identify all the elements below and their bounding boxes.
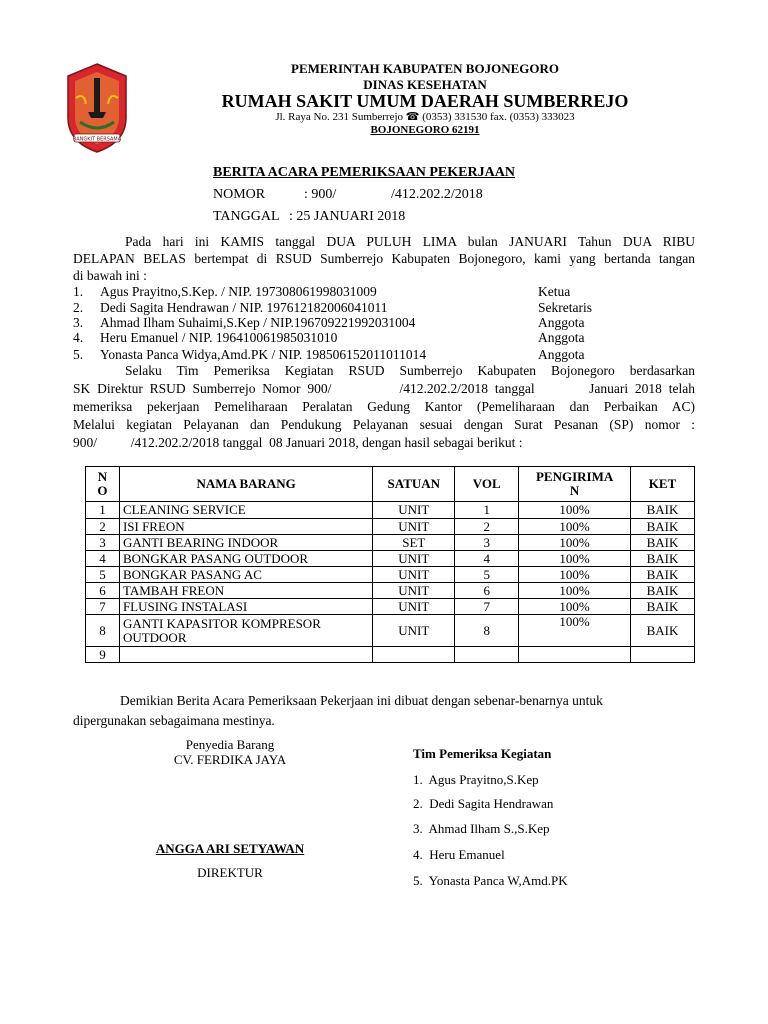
table-row: 5 BONGKAR PASANG AC UNIT 5 100% BAIK [86,567,695,583]
closing-paragraph [73,691,695,731]
header-government: PEMERINTAH KABUPATEN BOJONEGORO [291,61,559,76]
team-title: Tim Pemeriksa Kegiatan [413,746,552,761]
header-hospital-name: RUMAH SAKIT UMUM DAERAH SUMBERREJO [221,91,629,111]
items-table [85,466,695,663]
intro-line-2: DELAPAN BELAS bertempat di RSUD Sumberrejo Kabupaten Bojonegoro, kami yang bertanda tangan [73,251,695,266]
nomor-value: : 900/ [304,187,337,202]
header-unit: SATUAN [373,467,455,502]
provider-label: Penyedia Barang [185,737,275,752]
nomor-label: NOMOR [213,187,266,202]
table-row: 1 CLEANING SERVICE UNIT 1 100% BAIK [86,502,695,519]
team-member: 4. Heru Emanuel [413,847,505,862]
tanggal-value: : 25 JANUARI 2018 [289,209,406,224]
table-row: 9 [86,647,695,663]
team-member: 2. Dedi Sagita Hendrawan [413,796,554,811]
document-title: BERITA ACARA PEMERIKSAAN PEKERJAAN [213,165,515,180]
statement-line-2: SK Direktur RSUD Sumberrejo Nomor 900/ /412.202.2/2018 tanggal Januari 2018 telah [73,381,695,396]
provider-signer-name: ANGGA ARI SETYAWAN [155,841,305,856]
header-note: KET [631,467,695,502]
table-row: 7 FLUSING INSTALASI UNIT 7 100% BAIK [86,599,695,615]
statement-line-1: Selaku Tim Pemeriksa Kegiatan RSUD Sumberrejo Kabupaten Bojonegoro berdasarkan [125,363,695,378]
header-volume: VOL [455,467,519,502]
header-city: BOJONEGORO 62191 [370,124,480,136]
header-address [200,110,650,123]
logo-text: BANGKIT BERSAMA [72,136,122,143]
provider-company: CV. FERDIKA JAYA [173,752,287,767]
address-text: Jl. Raya No. 231 Sumberrejo [275,111,404,123]
header-no: N O [86,467,120,502]
statement-line-4: Melalui kegiatan Pelayanan dan Pendukung Pelayanan sesuai dengan Surat Pesanan (SP) nomor : [73,417,695,432]
nomor-suffix: /412.202.2/2018 [391,187,483,202]
header-agency: DINAS KESEHATAN [363,77,487,92]
statement-line-3: memeriksa pekerjaan Pemeliharaan Peralatan Gedung Kantor (Pemeliharaan dan Perbaikan AC) [73,399,695,414]
table-row: 6 TAMBAH FREON UNIT 6 100% BAIK [86,583,695,599]
team-member: 1. Agus Prayitno,S.Kep [413,772,539,787]
team-member: 5. Yonasta Panca W,Amd.PK [413,873,568,888]
table-header-row [86,467,695,502]
intro-line-1: Pada hari ini KAMIS tanggal DUA PULUH LIMA bulan JANUARI Tahun DUA RIBU [125,234,695,249]
statement-line-5: 900/ /412.202.2/2018 tanggal 08 Januari 2018, dengan hasil sebagai berikut : [73,435,523,450]
phone-icon: ☎ [405,111,420,123]
regency-logo [62,62,132,154]
header-item-name: NAMA BARANG [119,467,372,502]
closing-line-1: Demikian Berita Acara Pemeriksaan Pekerjaan ini dibuat dengan sebenar-benarnya untuk [120,693,603,708]
tanggal-label: TANGGAL [213,209,280,224]
intro-paragraph [73,233,695,284]
header-delivery: PENGIRIMA N [519,467,631,502]
team-member: 3. Ahmad Ilham S.,S.Kep [413,821,550,836]
intro-line-3: di bawah ini : [73,268,147,283]
table-row: 2 ISI FREON UNIT 2 100% BAIK [86,519,695,535]
statement-paragraph [73,362,695,452]
provider-position: DIREKTUR [197,865,263,880]
closing-line-2: dipergunakan sebagaimana mestinya. [73,713,275,728]
table-row: 3 GANTI BEARING INDOOR SET 3 100% BAIK [86,535,695,551]
table-row: 8 GANTI KAPASITOR KOMPRESOR OUTDOOR UNIT 8 100% BAIK [86,615,695,647]
table-row: 4 BONGKAR PASANG OUTDOOR UNIT 4 100% BAIK [86,551,695,567]
address-phone-fax: (0353) 331530 fax. (0353) 333023 [422,111,575,123]
